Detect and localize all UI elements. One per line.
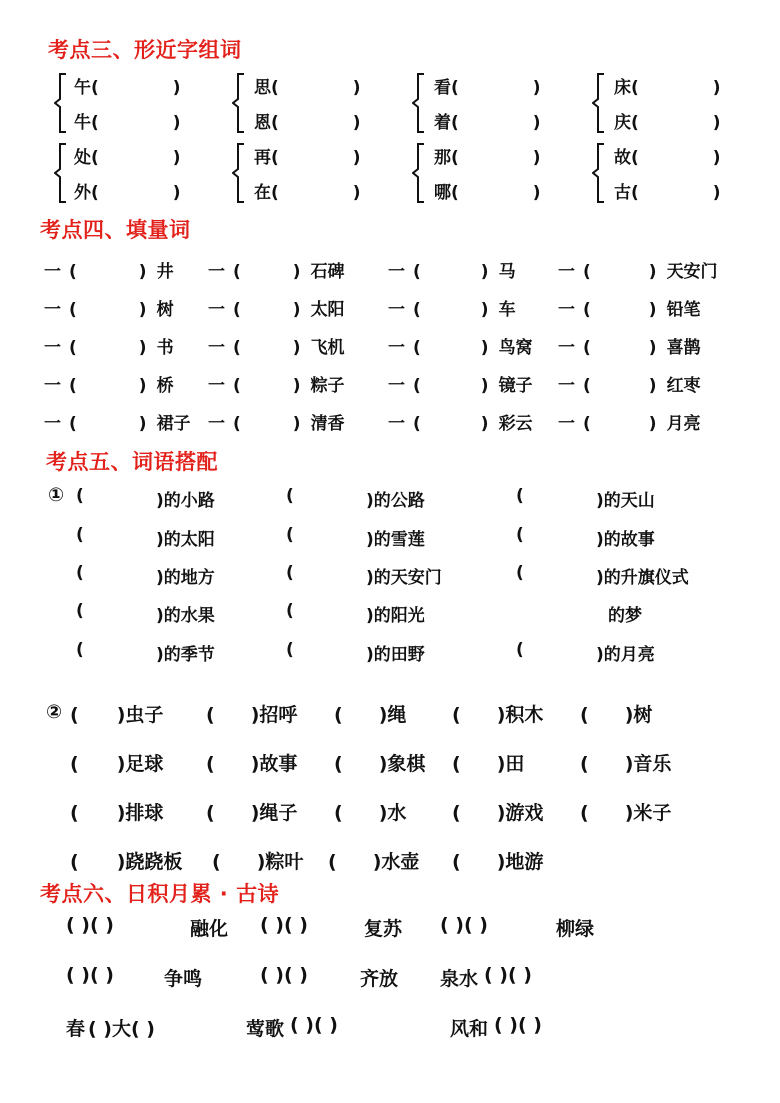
- brace-icon: [592, 72, 606, 134]
- poem-word: 融化: [190, 918, 229, 940]
- phrase-ending: 的阳光: [373, 606, 425, 626]
- measure-word-blank[interactable]: 一 ( ) 红枣: [558, 376, 701, 396]
- poem-blank[interactable]: ( )( ): [290, 1014, 338, 1036]
- word-blank[interactable]: 再( ): [254, 148, 361, 168]
- phrase-blank-close: ): [366, 645, 374, 665]
- phrase-ending: 的天安门: [373, 568, 442, 588]
- poem-blank[interactable]: ( )大( ): [88, 1018, 155, 1040]
- collocation-blank[interactable]: ( )米子: [580, 802, 672, 824]
- phrase-blank-open[interactable]: (: [76, 563, 84, 583]
- phrase-blank-open[interactable]: (: [516, 525, 524, 545]
- collocation-blank[interactable]: ( )田: [452, 753, 525, 775]
- phrase-ending: 的公路: [373, 491, 425, 511]
- measure-word-blank[interactable]: 一 ( ) 车: [388, 300, 516, 320]
- collocation-blank[interactable]: ( )游戏: [452, 802, 544, 824]
- phrase-item: [596, 525, 655, 550]
- measure-word-blank[interactable]: 一 ( ) 石碑: [208, 262, 345, 282]
- poem-word: 复苏: [364, 918, 403, 940]
- collocation-blank[interactable]: ( )招呼: [206, 704, 298, 726]
- phrase-item: [366, 525, 425, 550]
- poem-blank[interactable]: ( )( ): [260, 964, 308, 986]
- phrase-item: [366, 601, 425, 626]
- measure-word-blank[interactable]: 一 ( ) 树: [44, 300, 174, 320]
- phrase-blank-open[interactable]: (: [516, 640, 524, 660]
- measure-word-blank[interactable]: 一 ( ) 天安门: [558, 262, 718, 282]
- poem-blank[interactable]: ( )( ): [260, 914, 308, 936]
- word-blank[interactable]: 午( ): [74, 78, 181, 98]
- poem-blank[interactable]: ( )( ): [484, 964, 532, 986]
- word-blank[interactable]: 外( ): [74, 183, 181, 203]
- phrase-blank-close: ): [366, 530, 374, 550]
- phrase-item: [366, 640, 425, 665]
- phrase-item: [156, 601, 215, 626]
- phrase-ending: 的地方: [163, 568, 215, 588]
- collocation-blank[interactable]: ( )象棋: [334, 753, 426, 775]
- phrase-ending: 的太阳: [163, 530, 215, 550]
- phrase-blank-close: ): [156, 606, 164, 626]
- measure-word-blank[interactable]: 一 ( ) 铅笔: [558, 300, 701, 320]
- poem-blank[interactable]: ( )( ): [494, 1014, 542, 1036]
- phrase-ending: 的田野: [373, 645, 425, 665]
- brace-icon: [54, 142, 68, 204]
- measure-word-blank[interactable]: 一 ( ) 书: [44, 338, 174, 358]
- brace-icon: [232, 72, 246, 134]
- phrase-blank-close: ): [596, 530, 604, 550]
- collocation-blank[interactable]: ( )水: [334, 802, 407, 824]
- phrase-item: [366, 563, 442, 588]
- measure-word-blank[interactable]: 一 ( ) 鸟窝: [388, 338, 533, 358]
- collocation-blank[interactable]: ( )虫子: [70, 704, 164, 726]
- phrase-blank-close: ): [366, 568, 374, 588]
- phrase-ending: 的月亮: [603, 645, 655, 665]
- word-blank[interactable]: 牛( ): [74, 113, 181, 133]
- word-blank[interactable]: 处( ): [74, 148, 181, 168]
- word-blank[interactable]: 故( ): [614, 148, 721, 168]
- measure-word-blank[interactable]: 一 ( ) 清香: [208, 414, 345, 434]
- brace-icon: [592, 142, 606, 204]
- phrase-blank-open[interactable]: (: [286, 601, 294, 621]
- collocation-blank[interactable]: ( )排球: [70, 802, 164, 824]
- phrase-ending: 的小路: [163, 491, 215, 511]
- collocation-blank[interactable]: ( )粽叶: [212, 851, 304, 873]
- phrase-ending: 的升旗仪式: [603, 568, 689, 588]
- phrase-item: [156, 563, 215, 588]
- collocation-blank[interactable]: ( )足球: [70, 753, 164, 775]
- poem-word: 风和: [450, 1018, 489, 1040]
- word-blank[interactable]: 恩( ): [254, 113, 361, 133]
- collocation-blank[interactable]: ( )绳: [334, 704, 407, 726]
- phrase-blank-open[interactable]: (: [76, 601, 84, 621]
- measure-word-blank[interactable]: 一 ( ) 镜子: [388, 376, 533, 396]
- poem-word: 莺歌: [246, 1018, 285, 1040]
- word-blank[interactable]: 那( ): [434, 148, 541, 168]
- word-blank[interactable]: 哪( ): [434, 183, 541, 203]
- phrase-blank-close: ): [156, 645, 164, 665]
- word-blank[interactable]: 着( ): [434, 113, 541, 133]
- part1-marker: ①: [48, 484, 65, 506]
- phrase-ending: 的雪莲: [373, 530, 425, 550]
- phrase-blank-close: ): [156, 568, 164, 588]
- phrase-blank-open[interactable]: (: [286, 525, 294, 545]
- word-blank[interactable]: 思( ): [254, 78, 361, 98]
- phrase-blank-close: ): [156, 491, 164, 511]
- phrase-blank-open[interactable]: (: [516, 486, 524, 506]
- measure-word-blank[interactable]: 一 ( ) 月亮: [558, 414, 701, 434]
- phrase-blank-close: ): [596, 645, 604, 665]
- phrase-blank-close: ): [366, 606, 374, 626]
- collocation-blank[interactable]: ( )音乐: [580, 753, 672, 775]
- phrase-item: [156, 640, 215, 665]
- phrase-blank-open[interactable]: (: [286, 563, 294, 583]
- phrase-blank-close: ): [366, 491, 374, 511]
- collocation-blank[interactable]: ( )跷跷板: [70, 851, 183, 873]
- phrase-blank-close: ): [596, 491, 604, 511]
- phrase-item: [366, 486, 425, 511]
- collocation-blank[interactable]: ( )地游: [452, 851, 544, 873]
- phrase-ending: 的水果: [163, 606, 215, 626]
- poem-word: 齐放: [360, 968, 399, 990]
- section3-title: 考点三、形近字组词: [48, 38, 242, 62]
- phrase-ending: 的故事: [603, 530, 655, 550]
- brace-icon: [412, 72, 426, 134]
- phrase-blank-open[interactable]: (: [76, 640, 84, 660]
- phrase-blank-open[interactable]: (: [76, 525, 84, 545]
- phrase-item: [596, 486, 655, 511]
- phrase-blank-open[interactable]: (: [286, 486, 294, 506]
- word-blank[interactable]: 古( ): [614, 183, 721, 203]
- phrase-ending: 的季节: [163, 645, 215, 665]
- collocation-blank[interactable]: ( )故事: [206, 753, 298, 775]
- part2-marker: ②: [46, 701, 63, 723]
- phrase-item: [596, 640, 655, 665]
- poem-blank[interactable]: ( )( ): [66, 964, 114, 986]
- section4-title: 考点四、填量词: [40, 218, 191, 242]
- poem-blank[interactable]: ( )( ): [66, 914, 114, 936]
- measure-word-blank[interactable]: 一 ( ) 粽子: [208, 376, 345, 396]
- phrase-blank-close: ): [156, 530, 164, 550]
- measure-word-blank[interactable]: 一 ( ) 桥: [44, 376, 174, 396]
- section5-title: 考点五、词语搭配: [46, 450, 218, 474]
- collocation-blank[interactable]: ( )积木: [452, 704, 544, 726]
- collocation-blank[interactable]: ( )绳子: [206, 802, 298, 824]
- poem-word: 泉水: [440, 968, 479, 990]
- phrase-blank-open[interactable]: (: [76, 486, 84, 506]
- collocation-blank[interactable]: ( )树: [580, 704, 653, 726]
- phrase-blank-open[interactable]: (: [286, 640, 294, 660]
- phrase-item: [596, 563, 689, 588]
- brace-icon: [232, 142, 246, 204]
- poem-word: 争鸣: [164, 968, 203, 990]
- phrase-item: [156, 525, 215, 550]
- word-blank[interactable]: 看( ): [434, 78, 541, 98]
- brace-icon: [54, 72, 68, 134]
- measure-word-blank[interactable]: 一 ( ) 喜鹊: [558, 338, 701, 358]
- measure-word-blank[interactable]: 一 ( ) 裙子: [44, 414, 191, 434]
- phrase-item: [156, 486, 215, 511]
- phrase-blank-open[interactable]: (: [516, 563, 524, 583]
- phrase-ending: 的天山: [603, 491, 655, 511]
- measure-word-blank[interactable]: 一 ( ) 太阳: [208, 300, 345, 320]
- word-blank[interactable]: 庆( ): [614, 113, 721, 133]
- poem-word: 春: [66, 1018, 86, 1040]
- measure-word-blank[interactable]: 一 ( ) 马: [388, 262, 516, 282]
- brace-icon: [412, 142, 426, 204]
- poem-word: 柳绿: [556, 918, 595, 940]
- poem-blank[interactable]: ( )( ): [440, 914, 488, 936]
- measure-word-blank[interactable]: 一 ( ) 彩云: [388, 414, 533, 434]
- word-blank[interactable]: 在( ): [254, 183, 361, 203]
- measure-word-blank[interactable]: 一 ( ) 飞机: [208, 338, 345, 358]
- section6-title: 考点六、日积月累 · 古诗: [40, 882, 280, 906]
- phrase-blank-close: ): [596, 568, 604, 588]
- collocation-blank[interactable]: ( )水壶: [328, 851, 420, 873]
- measure-word-blank[interactable]: 一 ( ) 井: [44, 262, 174, 282]
- phrase-ending: 的梦: [608, 606, 642, 626]
- word-blank[interactable]: 床( ): [614, 78, 721, 98]
